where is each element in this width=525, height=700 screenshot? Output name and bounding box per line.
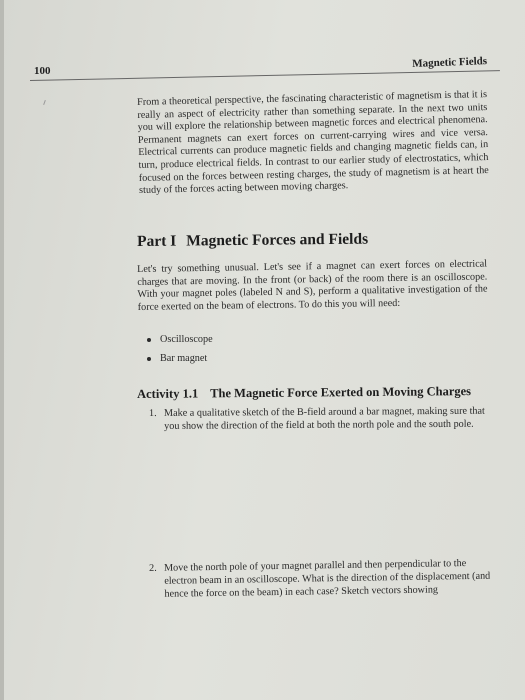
pencil-mark [43,100,46,105]
activity-heading [137,384,471,402]
section-heading [137,231,368,251]
question-2 [149,558,492,602]
question-text: Move the north pole of your magnet parallel and then perpendicular to the electron beam in an oscilloscope. What is the direction of the displacement (and hence the force on the beam) in each case? Sketch vectors showing [163,558,491,600]
textbook-page [4,0,525,700]
part-paragraph: Let's try something unusual. Let's see if a magnet can exert forces on electrical charges that are moving. In the front (or back) of the room there is an oscilloscope. With your magnet poles (labeled N and S), perform a qualitative investigation of the force exerted on the beam of electrons. To do this you will need: [137,258,488,313]
question-text: Make a qualitative sketch of the B-field around a bar magnet, making sure that you show the direction of the field at both the north pole and the south pole. [163,405,485,432]
activity-number: Activity 1.1 [137,386,199,401]
equipment-list [147,334,213,372]
running-head: Magnetic Fields [412,55,488,70]
activity-title: The Magnetic Force Exerted on Moving Charges [210,384,472,401]
list-item-label: Oscilloscope [160,334,213,345]
page-number: 100 [34,65,51,77]
intro-paragraph: From a theoretical perspective, the fascinating characteristic of magnetism is that it is really an aspect of electricity rather than something separate. In the next two units you will explore the relationship between magnetic forces and electrical phenomena. Permanent magnets can exert forces on current-carrying wires and vice versa. Electrical currents can produce magnetic fields and changing magnetic fields can, in turn, produce electrical fields. In contrast to our earlier study of electrostatics, which focused on the forces between resting charges, the study of magnetism is at heart the study of the forces acting between moving charges. [137,89,489,197]
part-title: Magnetic Forces and Fields [186,230,369,250]
list-item-label: Bar magnet [160,353,208,364]
header-rule [30,70,500,81]
question-1 [149,406,491,434]
question-number: 1. [149,407,157,419]
list-item [147,334,213,345]
list-item [147,353,213,364]
part-number: Part I [137,232,177,250]
bullet-icon [147,357,151,361]
question-number: 2. [149,562,157,574]
bullet-icon [147,338,151,342]
